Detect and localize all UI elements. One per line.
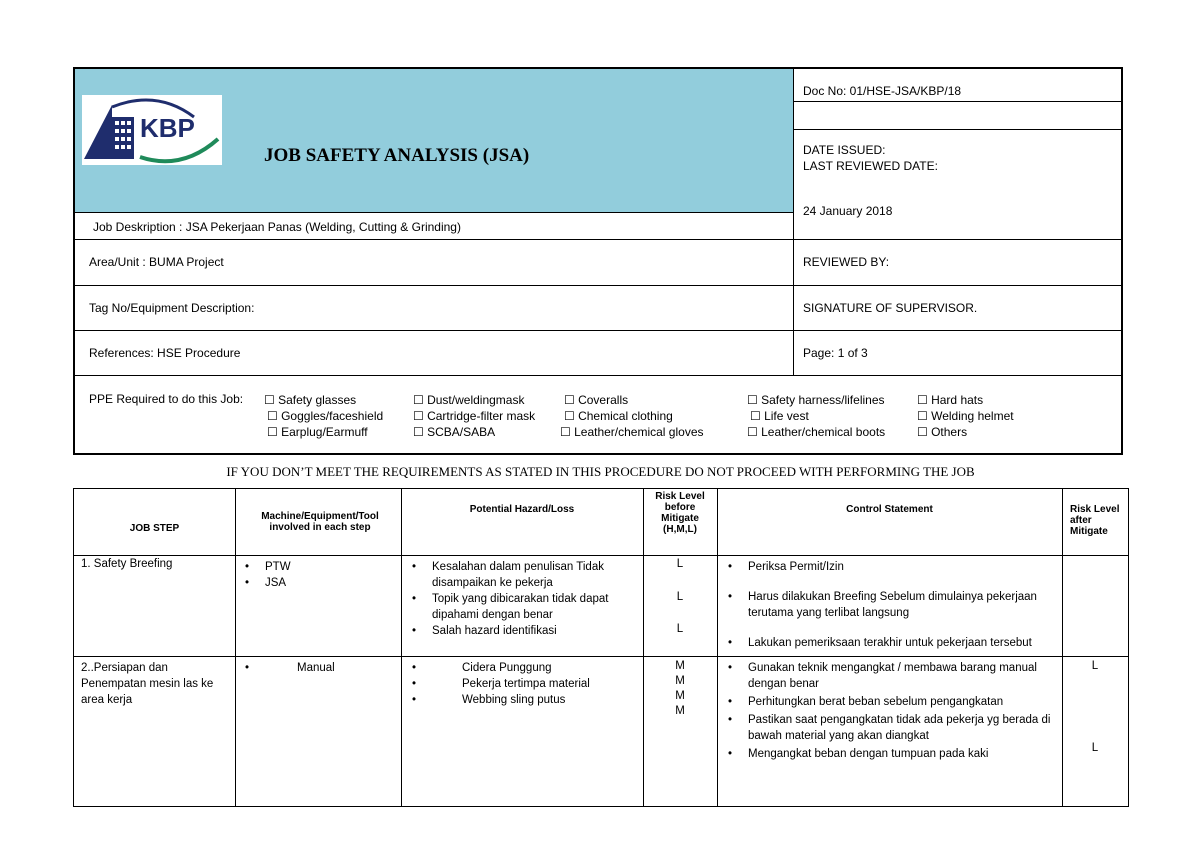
company-logo <box>82 95 222 165</box>
list-item: • Salah hazard identifikasi <box>406 623 631 639</box>
page-title: JOB SAFETY ANALYSIS (JSA) <box>264 145 530 166</box>
ppe-checkbox[interactable]: ☐ Goggles/faceshield <box>267 409 384 423</box>
ppe-label: PPE Required to do this Job: <box>89 392 244 406</box>
ppe-checkbox[interactable]: ☐ Others <box>917 425 968 439</box>
header-risk-after: Risk Level after Mitigate <box>1070 504 1120 537</box>
ppe-checkbox[interactable]: ☐ Earplug/Earmuff <box>267 425 368 439</box>
row2-risk-after-1: L <box>1091 660 1099 672</box>
svg-text:KBP: KBP <box>140 113 195 143</box>
kbp-logo-icon <box>82 95 222 165</box>
ppe-checkbox[interactable]: ☐ Cartridge-filter mask <box>413 409 536 423</box>
list-item: • Mengangkat beban dengan tumpuan pada kaki <box>722 746 1057 762</box>
list-item: • Topik yang dibicarakan tidak dapat dipahami dengan benar <box>406 591 631 623</box>
ppe-checkbox[interactable]: ☐ Hard hats <box>917 393 984 407</box>
ppe-checkbox[interactable]: ☐ Coveralls <box>564 393 629 407</box>
row2-tools <box>239 660 389 676</box>
ppe-checkbox[interactable]: ☐ Leather/chemical boots <box>747 425 886 439</box>
list-item: • Manual <box>239 660 389 676</box>
ppe-column-4 <box>747 392 885 440</box>
row2-hazards <box>406 660 636 708</box>
warning-notice: IF YOU DON’T MEET THE REQUIREMENTS AS STATED IN THIS PROCEDURE DO NOT PROCEED WITH PERFORMING THE JOB <box>226 464 975 479</box>
ppe-checkbox[interactable]: ☐ Chemical clothing <box>564 409 673 423</box>
header-table <box>73 67 1123 455</box>
ppe-checkbox[interactable]: ☐ Welding helmet <box>917 409 1014 423</box>
row2-job-step: 2..Persiapan dan Penempatan mesin las ke area kerja <box>81 662 214 706</box>
row2-controls <box>722 660 1057 762</box>
list-item: • Pastikan saat pengangkatan tidak ada pekerja yg berada di bawah material yang akan diangkat <box>722 712 1057 744</box>
area-unit: Area/Unit : BUMA Project <box>89 255 224 269</box>
job-description: Job Deskription : JSA Pekerjaan Panas (Welding, Cutting & Grinding) <box>93 220 461 234</box>
row1-risk-before-3: L <box>676 623 684 635</box>
supervisor-signature: SIGNATURE OF SUPERVISOR. <box>803 301 978 315</box>
ppe-column-1 <box>264 392 383 440</box>
page-number: Page: 1 of 3 <box>803 346 868 360</box>
row1-controls <box>722 559 1057 651</box>
list-item: • PTW <box>239 559 389 575</box>
row1-job-step: 1. Safety Breefing <box>81 558 173 570</box>
last-reviewed-date: LAST REVIEWED DATE: <box>803 159 938 173</box>
list-item: • Cidera Punggung <box>406 660 636 676</box>
header-job-step: JOB STEP <box>129 523 180 534</box>
row1-tools <box>239 559 389 591</box>
list-item: • Periksa Permit/Izin <box>722 559 1057 575</box>
list-item: • Gunakan teknik mengangkat / membawa barang manual dengan benar <box>722 660 1057 692</box>
jsa-table <box>73 488 1129 807</box>
doc-number: Doc No: 01/HSE-JSA/KBP/18 <box>803 84 962 98</box>
ppe-checkbox[interactable]: ☐ Dust/weldingmask <box>413 393 525 407</box>
list-item: • JSA <box>239 575 389 591</box>
list-item: • Pekerja tertimpa material <box>406 676 636 692</box>
header-control: Control Statement <box>846 504 933 515</box>
ppe-column-5 <box>917 392 1014 440</box>
row2-risk-before: M M M M <box>675 660 685 717</box>
issue-date: 24 January 2018 <box>803 204 893 218</box>
list-item: • Kesalahan dalam penulisan Tidak disampaikan ke pekerja <box>406 559 631 591</box>
list-item: • Lakukan pemeriksaan terakhir untuk pekerjaan tersebut <box>722 635 1057 651</box>
header-machine: Machine/Equipment/Tool involved in each step <box>261 511 379 533</box>
list-item: • Harus dilakukan Breefing Sebelum dimulainya pekerjaan terutama yang terlibat langsung <box>722 589 1057 621</box>
ppe-column-2 <box>413 392 535 440</box>
date-issued: DATE ISSUED: <box>803 143 886 157</box>
ppe-checkbox[interactable]: ☐ Safety glasses <box>264 393 357 407</box>
row2-risk-after-2: L <box>1091 742 1099 754</box>
references: References: HSE Procedure <box>89 346 241 360</box>
row1-risk-before-2: L <box>676 591 684 603</box>
tag-number: Tag No/Equipment Description: <box>89 301 255 315</box>
row1-hazards <box>406 559 631 639</box>
reviewed-by: REVIEWED BY: <box>803 255 890 269</box>
ppe-checkbox[interactable]: ☐ Life vest <box>750 409 809 423</box>
header-risk-before: Risk Level before Mitigate (H,M,L) <box>655 491 705 535</box>
list-item: • Webbing sling putus <box>406 692 636 708</box>
ppe-column-3 <box>560 392 704 440</box>
list-item: • Perhitungkan berat beban sebelum pengangkatan <box>722 694 1057 710</box>
ppe-checkbox[interactable]: ☐ Safety harness/lifelines <box>747 393 885 407</box>
row1-risk-before-1: L <box>676 558 684 570</box>
ppe-checkbox[interactable]: ☐ SCBA/SABA <box>413 425 496 439</box>
ppe-checkbox[interactable]: ☐ Leather/chemical gloves <box>560 425 704 439</box>
header-hazard: Potential Hazard/Loss <box>469 504 575 515</box>
